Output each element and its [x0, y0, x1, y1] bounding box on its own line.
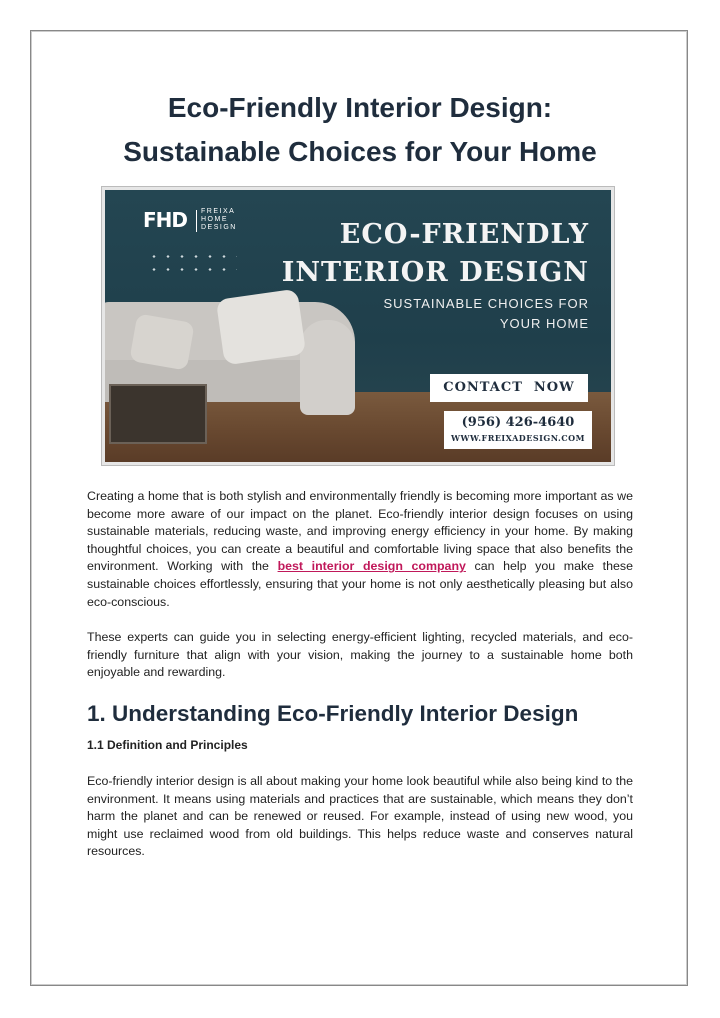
- logo-word: HOME: [201, 216, 228, 223]
- website-url[interactable]: WWW.FREIXADESIGN.COM: [451, 433, 585, 443]
- pillow: [216, 289, 306, 366]
- intro-text-after-link: can help you make these sustainable choices effortlessly, ensuring that your home is not only aesthetically pleasing but also eco-conscious.: [87, 559, 633, 609]
- banner-heading-line-1: ECO-FRIENDLY: [339, 219, 589, 250]
- banner-heading: [282, 216, 589, 292]
- contact-now-button[interactable]: CONTACT NOW: [430, 374, 588, 402]
- logo-word: DESIGN: [201, 224, 237, 231]
- logo-mark: FHD: [143, 208, 188, 232]
- logo-word: FREIXA: [201, 208, 236, 215]
- title-line-2: Sustainable Choices for Your Home: [123, 136, 597, 167]
- phone-number[interactable]: (956) 426-4640: [461, 415, 575, 430]
- dot-pattern: [147, 250, 237, 280]
- banner-sub-line-2: YOUR HOME: [499, 316, 589, 331]
- intro-paragraph: [87, 488, 633, 611]
- pillow: [129, 313, 194, 370]
- title-line-1: Eco-Friendly Interior Design:: [167, 92, 553, 123]
- brand-logo: [143, 208, 243, 234]
- definition-paragraph: Eco-friendly interior design is all about making your home look beautiful while also being kind to the environment. It means using materials and practices that are sustainable, which means they don’t harm the planet and can be renewed or reused. For example, instead of using new wood, you might use reclaimed wood from old buildings. This helps reduce waste and conserves natural resources.: [87, 774, 633, 859]
- sofa-arm: [300, 320, 355, 415]
- page-title: [60, 86, 660, 174]
- banner-sub-line-1: SUSTAINABLE CHOICES FOR: [383, 296, 589, 311]
- banner-heading-line-2: INTERIOR DESIGN: [281, 257, 589, 288]
- banner-subheading: [383, 294, 589, 334]
- contact-info-box: [444, 411, 592, 449]
- experts-paragraph: These experts can guide you in selecting energy-efficient lighting, recycled materials, and eco-friendly furniture that align with your vision, making the journey to a sustainable home both enjoyable and rewarding.: [87, 630, 633, 680]
- logo-divider: [196, 210, 197, 232]
- logo-words: [201, 208, 237, 232]
- hero-banner: [105, 190, 611, 462]
- best-interior-design-link[interactable]: best interior design company: [277, 559, 466, 574]
- trunk-table-image: [109, 384, 207, 444]
- intro-text-before-link: Creating a home that is both stylish and environmentally friendly is becoming more important as we become more aware of our impact on the planet. Eco-friendly interior design focuses on using sustainable materials, reducing waste, and improving energy efficiency in your home. By making thoughtful choices, you can create a beautiful and comfortable living space that also benefits the environment. Working with the: [87, 489, 633, 574]
- section-heading: 1. Understanding Eco-Friendly Interior Design: [87, 701, 579, 726]
- section-subheading: 1.1 Definition and Principles: [87, 738, 248, 752]
